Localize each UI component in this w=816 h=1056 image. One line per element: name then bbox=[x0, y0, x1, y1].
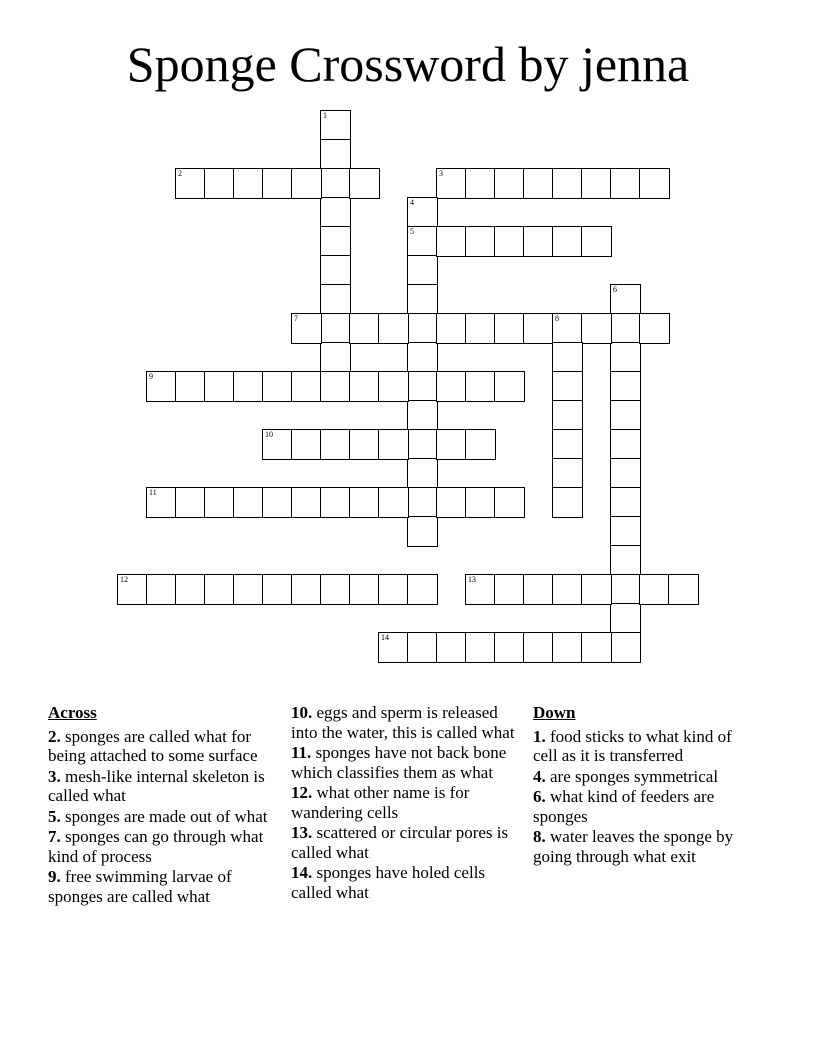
crossword-cell[interactable] bbox=[610, 400, 641, 431]
crossword-cell[interactable] bbox=[378, 574, 409, 605]
crossword-cell[interactable] bbox=[146, 487, 177, 518]
crossword-cell[interactable] bbox=[320, 313, 351, 344]
crossword-cell[interactable] bbox=[610, 371, 641, 402]
crossword-cell[interactable] bbox=[668, 574, 699, 605]
crossword-cell[interactable] bbox=[407, 226, 438, 257]
crossword-cell[interactable] bbox=[552, 458, 583, 489]
crossword-cell[interactable] bbox=[465, 632, 496, 663]
crossword-cell[interactable] bbox=[349, 574, 380, 605]
crossword-cell[interactable] bbox=[204, 168, 235, 199]
crossword-cell[interactable] bbox=[291, 429, 322, 460]
clue-number: 11 bbox=[149, 488, 157, 497]
crossword-cell[interactable] bbox=[320, 226, 351, 257]
clue-number: 13 bbox=[468, 575, 476, 584]
across-clues-column-1 bbox=[48, 703, 276, 907]
crossword-cell[interactable] bbox=[262, 574, 293, 605]
crossword-cell[interactable] bbox=[407, 342, 438, 373]
crossword-cell[interactable] bbox=[407, 313, 438, 344]
crossword-cell[interactable] bbox=[349, 487, 380, 518]
across-heading: Across bbox=[48, 703, 97, 722]
crossword-cell[interactable] bbox=[320, 574, 351, 605]
crossword-cell[interactable] bbox=[204, 487, 235, 518]
crossword-cell[interactable] bbox=[465, 429, 496, 460]
crossword-cell[interactable] bbox=[204, 371, 235, 402]
crossword-cell[interactable] bbox=[552, 574, 583, 605]
clue-down-8: 8. water leaves the sponge by going through what exit bbox=[533, 827, 734, 866]
crossword-cell[interactable] bbox=[349, 313, 380, 344]
clue-number: 6 bbox=[613, 285, 617, 294]
crossword-cell[interactable] bbox=[349, 168, 380, 199]
crossword-cell[interactable] bbox=[610, 574, 641, 605]
crossword-cell[interactable] bbox=[320, 371, 351, 402]
clue-number: 7 bbox=[294, 314, 298, 323]
crossword-cell[interactable] bbox=[494, 313, 525, 344]
crossword-cell[interactable] bbox=[610, 168, 641, 199]
crossword-cell[interactable] bbox=[552, 342, 583, 373]
down-heading: Down bbox=[533, 703, 576, 722]
crossword-cell[interactable] bbox=[262, 168, 293, 199]
clue-number: 10 bbox=[265, 430, 273, 439]
crossword-cell[interactable] bbox=[320, 429, 351, 460]
crossword-cell[interactable] bbox=[639, 168, 670, 199]
crossword-cell[interactable] bbox=[233, 487, 264, 518]
crossword-cell[interactable] bbox=[175, 168, 206, 199]
crossword-cell[interactable] bbox=[552, 632, 583, 663]
crossword-cell[interactable] bbox=[523, 168, 554, 199]
page-title: Sponge Crossword by jenna bbox=[126, 36, 690, 92]
crossword-cell[interactable] bbox=[175, 487, 206, 518]
clue-across-3: 3. mesh-like internal skeleton is called what bbox=[48, 766, 265, 805]
crossword-cell[interactable] bbox=[639, 313, 670, 344]
clue-across-10: 10. eggs and sperm is released into the water, this is called what bbox=[291, 703, 515, 742]
crossword-cell[interactable] bbox=[291, 168, 322, 199]
crossword-cell[interactable] bbox=[233, 168, 264, 199]
clue-number: 2 bbox=[178, 169, 182, 178]
crossword-cell[interactable] bbox=[378, 632, 409, 663]
clue-across-13: 13. scattered or circular pores is called what bbox=[291, 823, 509, 862]
crossword-cell[interactable] bbox=[581, 168, 612, 199]
crossword-cell[interactable] bbox=[465, 574, 496, 605]
crossword-cell[interactable] bbox=[204, 574, 235, 605]
crossword-cell[interactable] bbox=[378, 313, 409, 344]
crossword-cell[interactable] bbox=[262, 429, 293, 460]
crossword-cell[interactable] bbox=[523, 632, 554, 663]
crossword-cell[interactable] bbox=[610, 516, 641, 547]
crossword-cell[interactable] bbox=[610, 458, 641, 489]
crossword-cell[interactable] bbox=[378, 371, 409, 402]
crossword-cell[interactable] bbox=[436, 313, 467, 344]
crossword-cell[interactable] bbox=[407, 400, 438, 431]
crossword-cell[interactable] bbox=[436, 226, 467, 257]
crossword-cell[interactable] bbox=[320, 197, 351, 228]
crossword-cell[interactable] bbox=[523, 313, 554, 344]
crossword-cell[interactable] bbox=[552, 487, 583, 518]
crossword-cell[interactable] bbox=[407, 574, 438, 605]
crossword-cell[interactable] bbox=[407, 516, 438, 547]
crossword-cell[interactable] bbox=[233, 574, 264, 605]
crossword-cell[interactable] bbox=[523, 226, 554, 257]
crossword-cell[interactable] bbox=[436, 429, 467, 460]
clue-down-6: 6. what kind of feeders are sponges bbox=[533, 787, 715, 826]
crossword-cell[interactable] bbox=[465, 487, 496, 518]
crossword-cell[interactable] bbox=[523, 574, 554, 605]
crossword-cell[interactable] bbox=[378, 487, 409, 518]
crossword-cell[interactable] bbox=[494, 371, 525, 402]
crossword-cell[interactable] bbox=[320, 342, 351, 373]
crossword-cell[interactable] bbox=[407, 197, 438, 228]
crossword-cell[interactable] bbox=[610, 342, 641, 373]
crossword-cell[interactable] bbox=[610, 632, 641, 663]
crossword-cell[interactable] bbox=[175, 574, 206, 605]
crossword-cell[interactable] bbox=[407, 284, 438, 315]
crossword-cell[interactable] bbox=[436, 371, 467, 402]
crossword-cell[interactable] bbox=[320, 487, 351, 518]
crossword-cell[interactable] bbox=[581, 313, 612, 344]
crossword-cell[interactable] bbox=[494, 574, 525, 605]
crossword-cell[interactable] bbox=[320, 284, 351, 315]
crossword-cell[interactable] bbox=[117, 574, 148, 605]
crossword-cell[interactable] bbox=[320, 168, 351, 199]
clue-number: 4 bbox=[410, 198, 414, 207]
clue-down-4: 4. are sponges symmetrical bbox=[533, 766, 719, 786]
clue-across-9: 9. free swimming larvae of sponges are called what bbox=[48, 867, 232, 906]
clue-across-5: 5. sponges are made out of what bbox=[48, 806, 268, 826]
down-clues-column bbox=[533, 703, 751, 867]
crossword-cell[interactable] bbox=[552, 226, 583, 257]
crossword-cell[interactable] bbox=[581, 574, 612, 605]
crossword-cell[interactable] bbox=[465, 313, 496, 344]
crossword-cell[interactable] bbox=[291, 313, 322, 344]
crossword-cell[interactable] bbox=[233, 371, 264, 402]
crossword-cell[interactable] bbox=[465, 371, 496, 402]
crossword-cell[interactable] bbox=[407, 632, 438, 663]
crossword-cell[interactable] bbox=[291, 371, 322, 402]
crossword-cell[interactable] bbox=[262, 487, 293, 518]
crossword-cell[interactable] bbox=[494, 226, 525, 257]
crossword-cell[interactable] bbox=[465, 226, 496, 257]
crossword-cell[interactable] bbox=[494, 168, 525, 199]
crossword-cell[interactable] bbox=[610, 487, 641, 518]
crossword-cell[interactable] bbox=[552, 168, 583, 199]
crossword-cell[interactable] bbox=[320, 255, 351, 286]
crossword-cell[interactable] bbox=[320, 139, 351, 170]
crossword-cell[interactable] bbox=[320, 110, 351, 141]
clue-across-14: 14. sponges have holed cells called what bbox=[291, 863, 486, 902]
clue-across-11: 11. sponges have not back bone which classifies them as what bbox=[291, 743, 507, 782]
crossword-cell[interactable] bbox=[610, 603, 641, 634]
crossword-cell[interactable] bbox=[552, 400, 583, 431]
crossword-cell[interactable] bbox=[581, 632, 612, 663]
crossword-cell[interactable] bbox=[291, 574, 322, 605]
crossword-cell[interactable] bbox=[407, 429, 438, 460]
clue-number: 14 bbox=[381, 633, 389, 642]
clue-number: 12 bbox=[120, 575, 128, 584]
crossword-cell[interactable] bbox=[146, 371, 177, 402]
crossword-cell[interactable] bbox=[175, 371, 206, 402]
crossword-cell[interactable] bbox=[407, 255, 438, 286]
crossword-cell[interactable] bbox=[610, 545, 641, 576]
crossword-cell[interactable] bbox=[146, 574, 177, 605]
crossword-cell[interactable] bbox=[407, 371, 438, 402]
crossword-cell[interactable] bbox=[552, 313, 583, 344]
clue-number: 3 bbox=[439, 169, 443, 178]
crossword-cell[interactable] bbox=[494, 632, 525, 663]
clue-number: 5 bbox=[410, 227, 414, 236]
crossword-cell[interactable] bbox=[610, 429, 641, 460]
crossword-cell[interactable] bbox=[262, 371, 293, 402]
crossword-cell[interactable] bbox=[349, 371, 380, 402]
crossword-cell[interactable] bbox=[639, 574, 670, 605]
crossword-cell[interactable] bbox=[494, 487, 525, 518]
clue-across-7: 7. sponges can go through what kind of process bbox=[48, 827, 264, 866]
crossword-cell[interactable] bbox=[436, 632, 467, 663]
crossword-cell[interactable] bbox=[581, 226, 612, 257]
clue-down-1: 1. food sticks to what kind of cell as it is transferred bbox=[533, 726, 732, 765]
clue-number: 8 bbox=[555, 314, 559, 323]
clue-across-2: 2. sponges are called what for being attached to some surface bbox=[48, 726, 258, 765]
across-clues-column-2 bbox=[291, 703, 519, 903]
crossword-cell[interactable] bbox=[465, 168, 496, 199]
crossword-cell[interactable] bbox=[436, 487, 467, 518]
crossword-cell[interactable] bbox=[349, 429, 380, 460]
clue-across-12: 12. what other name is for wandering cells bbox=[291, 783, 470, 822]
crossword-cell[interactable] bbox=[552, 429, 583, 460]
crossword-cell[interactable] bbox=[552, 371, 583, 402]
crossword-cell[interactable] bbox=[407, 458, 438, 489]
crossword-cell[interactable] bbox=[610, 284, 641, 315]
crossword-cell[interactable] bbox=[291, 487, 322, 518]
crossword-cell[interactable] bbox=[436, 168, 467, 199]
clue-number: 1 bbox=[323, 111, 327, 120]
crossword-cell[interactable] bbox=[610, 313, 641, 344]
crossword-cell[interactable] bbox=[378, 429, 409, 460]
clue-number: 9 bbox=[149, 372, 153, 381]
crossword-cell[interactable] bbox=[407, 487, 438, 518]
